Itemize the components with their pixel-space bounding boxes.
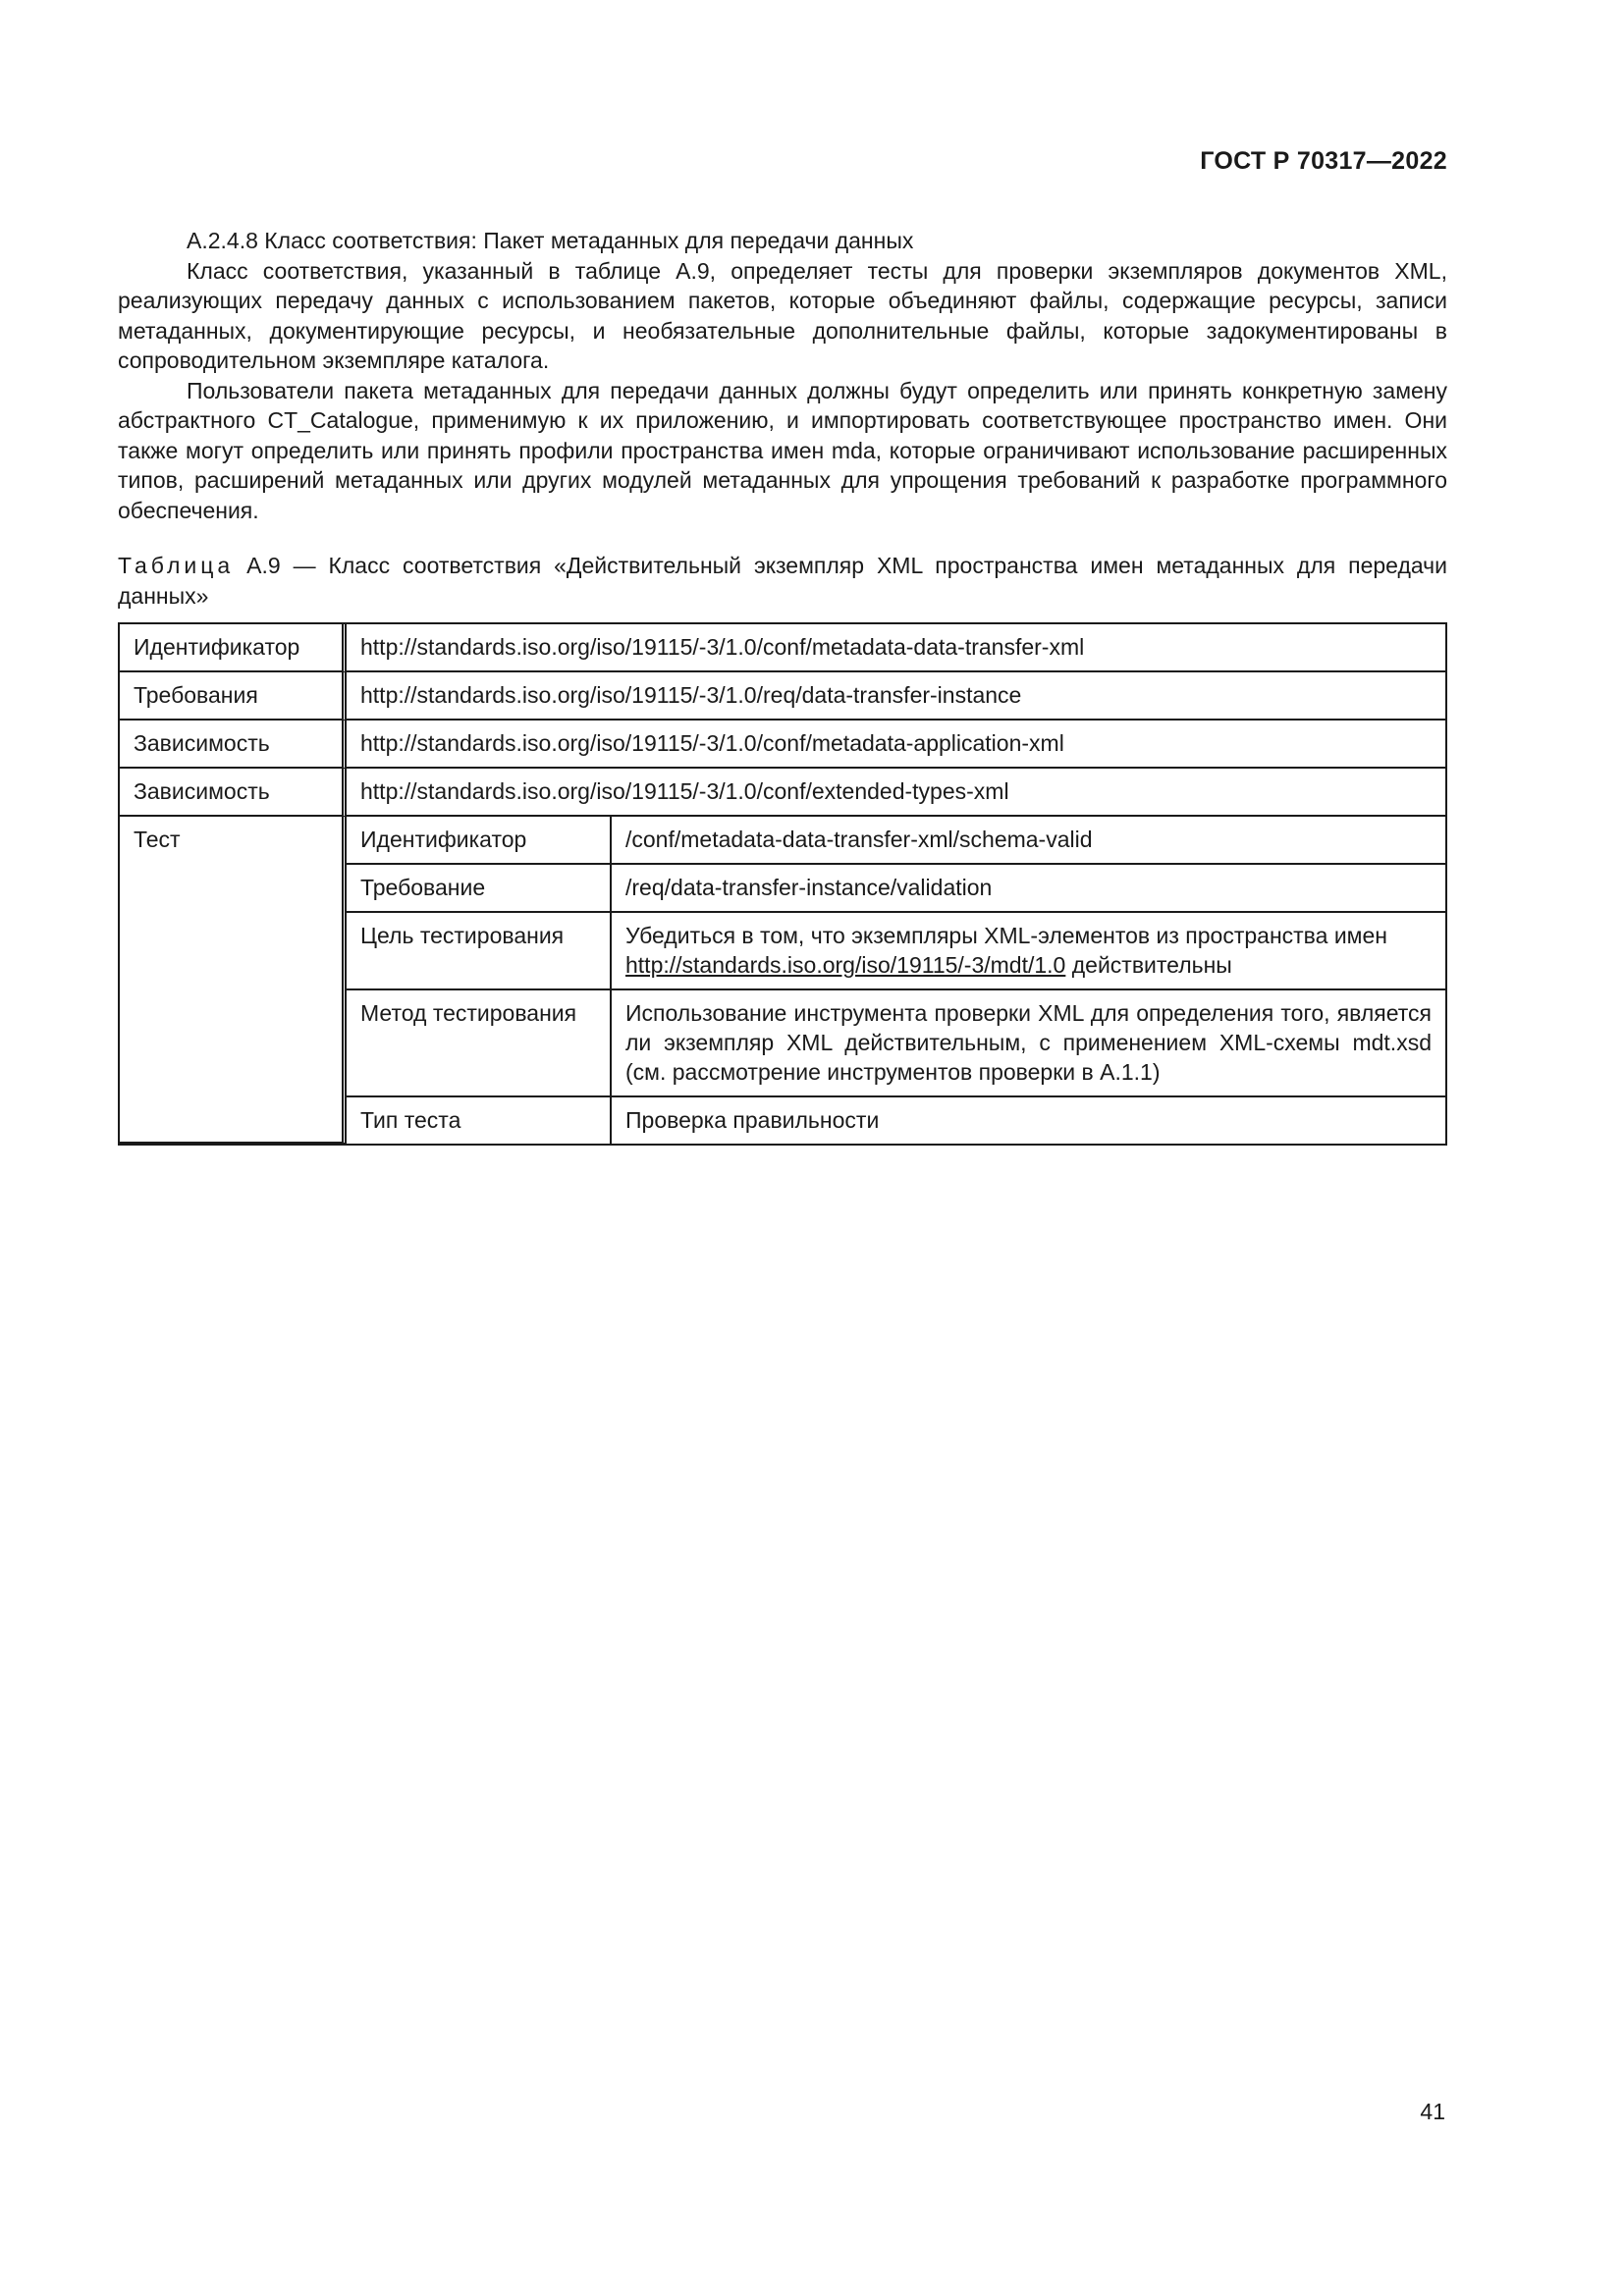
test-purpose-suffix: действительны: [1071, 952, 1232, 978]
test-row-value: /conf/metadata-data-transfer-xml/schema-valid: [612, 817, 1445, 865]
paragraph-1: Класс соответствия, указанный в таблице А.9, определяет тесты для проверки экземпляров документов XML, реализующих передачу данных с использованием пакетов, которые объединяют файлы, содержащие ресурсы, записи метаданных, документирующие ресурсы, и необязательные дополнительные файлы, которые задокументированы в сопроводительном экземпляре каталога.: [118, 257, 1447, 373]
paragraph-2: Пользователи пакета метаданных для передачи данных должны будут определить или принять конкретную замену абстрактного CT_Catalogue, применимую к их приложению, и импортировать соответствующее пространство имен. Они также могут определить или принять профили пространства имен mda, которые ограничивают использование расширенных типов, расширений метаданных или других модулей метаданных для упрощения требований к разработке программного обеспечения.: [118, 377, 1447, 523]
row-label: Зависимость: [120, 721, 347, 769]
test-row-value: [612, 913, 1445, 990]
table-caption-label: Таблица: [118, 553, 235, 578]
table-caption: [118, 551, 1447, 611]
row-label: Идентификатор: [120, 624, 347, 672]
test-row-label: Цель тестирования: [347, 913, 612, 990]
row-label: Требования: [120, 672, 347, 721]
test-row-label: Тип теста: [347, 1097, 612, 1144]
document-code: ГОСТ Р 70317—2022: [1200, 147, 1447, 175]
table-row: [120, 817, 1445, 865]
namespace-link[interactable]: http://standards.iso.org/iso/19115/-3/mdt/1.0: [625, 952, 1066, 978]
row-value: http://standards.iso.org/iso/19115/-3/1.0/req/data-transfer-instance: [347, 672, 1445, 721]
test-row-label: Идентификатор: [347, 817, 612, 865]
table-caption-text: А.9 — Класс соответствия «Действительный экземпляр XML пространства имен метаданных для передачи данных»: [118, 553, 1448, 609]
table-row: [120, 721, 1445, 769]
row-value: http://standards.iso.org/iso/19115/-3/1.0/conf/metadata-data-transfer-xml: [347, 624, 1445, 672]
test-row-value: Проверка правильности: [625, 1107, 880, 1133]
test-row-value: /req/data-transfer-instance/validation: [612, 865, 1445, 913]
table-row: [120, 624, 1445, 672]
test-row-label: Метод тестирования: [347, 990, 612, 1097]
test-row-label: Требование: [347, 865, 612, 913]
test-purpose-text: Убедиться в том, что экземпляры XML-элементов из пространства имен: [625, 923, 1387, 948]
page-number: 41: [1420, 2099, 1445, 2124]
section-title: А.2.4.8 Класс соответствия: Пакет метаданных для передачи данных: [187, 228, 914, 253]
row-value: http://standards.iso.org/iso/19115/-3/1.0/conf/metadata-application-xml: [347, 721, 1445, 769]
conformance-table: [118, 622, 1447, 1146]
table-row: [120, 672, 1445, 721]
test-label: Тест: [120, 817, 347, 1144]
row-value: http://standards.iso.org/iso/19115/-3/1.0/conf/extended-types-xml: [347, 769, 1445, 817]
page-content: [118, 226, 1447, 1146]
row-label: Зависимость: [120, 769, 347, 817]
table-row: [120, 769, 1445, 817]
test-row-value: Использование инструмента проверки XML для определения того, является ли экземпляр XML действительным, с применением XML-схемы mdt.xsd (см. рассмотрение инструментов проверки в А.1.1): [612, 990, 1445, 1097]
